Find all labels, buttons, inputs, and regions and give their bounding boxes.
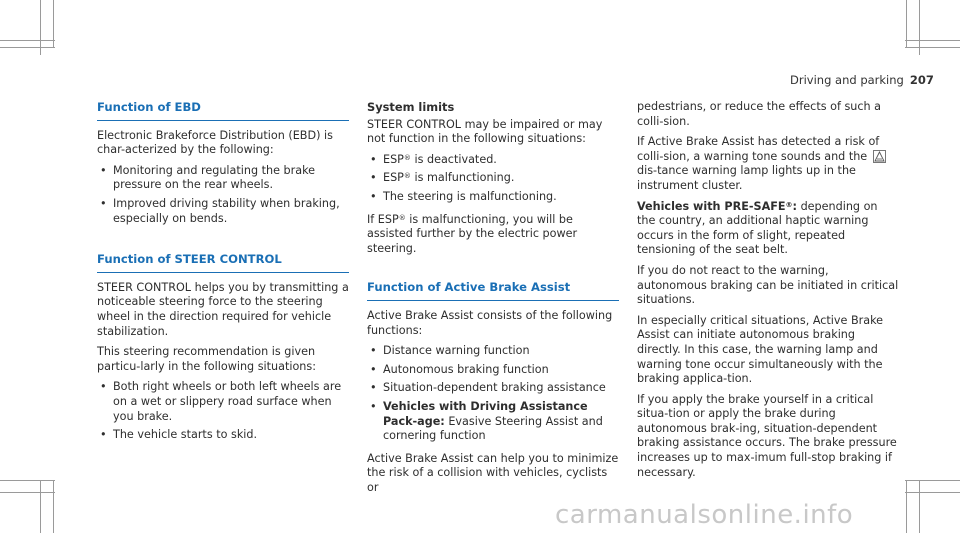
col3-p2: If Active Brake Assist has detected a risk of colli-sion, a warning tone sounds and the dis-tance warning lamp lights up in the instrument cluster. xyxy=(637,135,899,193)
ebd-title: Function of EBD xyxy=(97,100,349,121)
aba-title: Function of Active Brake Assist xyxy=(367,280,619,301)
steer-p1: STEER CONTROL helps you by transmitting a noticeable steering force to the steering wheel in the direction required for vehicle stabilization. xyxy=(97,280,349,338)
bullet-icon: • xyxy=(370,381,377,395)
section-name: Driving and parking xyxy=(790,73,904,87)
limits-intro: STEER CONTROL may be impaired or may not function in the following situations: xyxy=(367,117,603,146)
limits-after: If ESP® is malfunctioning, you will be assisted further by the electric power steering. xyxy=(367,212,578,255)
bullet-icon: • xyxy=(100,196,107,210)
crop-mark xyxy=(906,480,907,533)
column-3 xyxy=(637,100,899,486)
crop-mark xyxy=(905,47,960,48)
watermark: carmanualsonline.info xyxy=(555,500,854,530)
crop-mark xyxy=(0,47,55,48)
col3-p3: Vehicles with PRE-SAFE®: depending on the country, an additional haptic warning occurs in the form of slight, repeated tensioning of the seat belt. xyxy=(637,199,878,257)
steer-list xyxy=(97,380,349,442)
list-item: • Both right wheels or both left wheels are on a wet or slippery road surface when you brake. xyxy=(100,380,342,423)
crop-mark xyxy=(919,480,920,533)
col3-p1: pedestrians, or reduce the effects of such a colli-sion. xyxy=(637,100,882,128)
column-1 xyxy=(97,100,349,451)
crop-mark xyxy=(53,480,54,533)
crop-mark xyxy=(905,480,960,481)
crop-mark xyxy=(0,492,55,493)
aba-intro: Active Brake Assist consists of the following functions: xyxy=(367,308,613,337)
list-item: • ESP® is malfunctioning. xyxy=(370,171,515,185)
steer-p2: This steering recommendation is given particu-larly in the following situations: xyxy=(97,345,316,373)
crop-mark xyxy=(906,0,907,48)
running-header xyxy=(790,73,934,87)
ebd-list xyxy=(97,164,349,226)
list-item: • Vehicles with Driving Assistance Pack-age: Evasive Steering Assist and cornering function xyxy=(370,399,603,443)
bullet-icon: • xyxy=(100,163,107,177)
list-item: • Improved driving stability when braking, especially on bends. xyxy=(100,196,340,225)
col3-p4: If you do not react to the warning, autonomous braking can be initiated in critical situations. xyxy=(637,263,899,307)
crop-mark xyxy=(0,480,55,481)
col3-p5: In especially critical situations, Active Brake Assist can initiate autonomous braking directly. In this case, the warning lamp and warning tone occur simultaneously with the braking applica-tion. xyxy=(637,313,884,386)
list-item: • Distance warning function xyxy=(370,344,530,358)
bullet-icon: • xyxy=(370,344,377,358)
limits-title: System limits xyxy=(367,100,455,114)
aba-list xyxy=(367,344,619,444)
bullet-icon: • xyxy=(370,399,377,413)
page-number: 207 xyxy=(909,73,934,87)
list-item: • The vehicle starts to skid. xyxy=(100,428,258,442)
bullet-icon: • xyxy=(370,362,377,376)
crop-mark xyxy=(905,40,960,41)
aba-outro: Active Brake Assist can help you to minimize the risk of a collision with vehicles, cyclists or xyxy=(367,451,619,494)
steer-title: Function of STEER CONTROL xyxy=(97,252,349,273)
distance-warning-lamp-icon xyxy=(873,150,886,163)
list-item: • Autonomous braking function xyxy=(370,362,549,376)
bullet-icon: • xyxy=(370,189,377,203)
crop-mark xyxy=(0,40,55,41)
column-2 xyxy=(367,100,619,501)
list-item: • Situation-dependent braking assistance xyxy=(370,381,606,395)
ebd-intro: Electronic Brakeforce Distribution (EBD) is char-acterized by the following: xyxy=(97,128,333,157)
crop-mark xyxy=(53,0,54,48)
bullet-icon: • xyxy=(100,380,107,394)
list-item: • ESP® is deactivated. xyxy=(370,152,497,166)
col3-p6: If you apply the brake yourself in a critical situa-tion or apply the brake during autonomous brak-ing, situation-dependent braking assistance occurs. The brake pressure increases up to max-imum full-stop braking if necessary. xyxy=(637,392,897,479)
list-item: • Monitoring and regulating the brake pressure on the rear wheels. xyxy=(100,163,316,192)
bullet-icon: • xyxy=(370,152,377,166)
bullet-icon: • xyxy=(370,171,377,185)
list-item: • The steering is malfunctioning. xyxy=(370,189,557,203)
limits-list xyxy=(367,153,619,205)
crop-mark xyxy=(905,492,960,493)
crop-mark xyxy=(40,480,41,533)
bullet-icon: • xyxy=(100,428,107,442)
